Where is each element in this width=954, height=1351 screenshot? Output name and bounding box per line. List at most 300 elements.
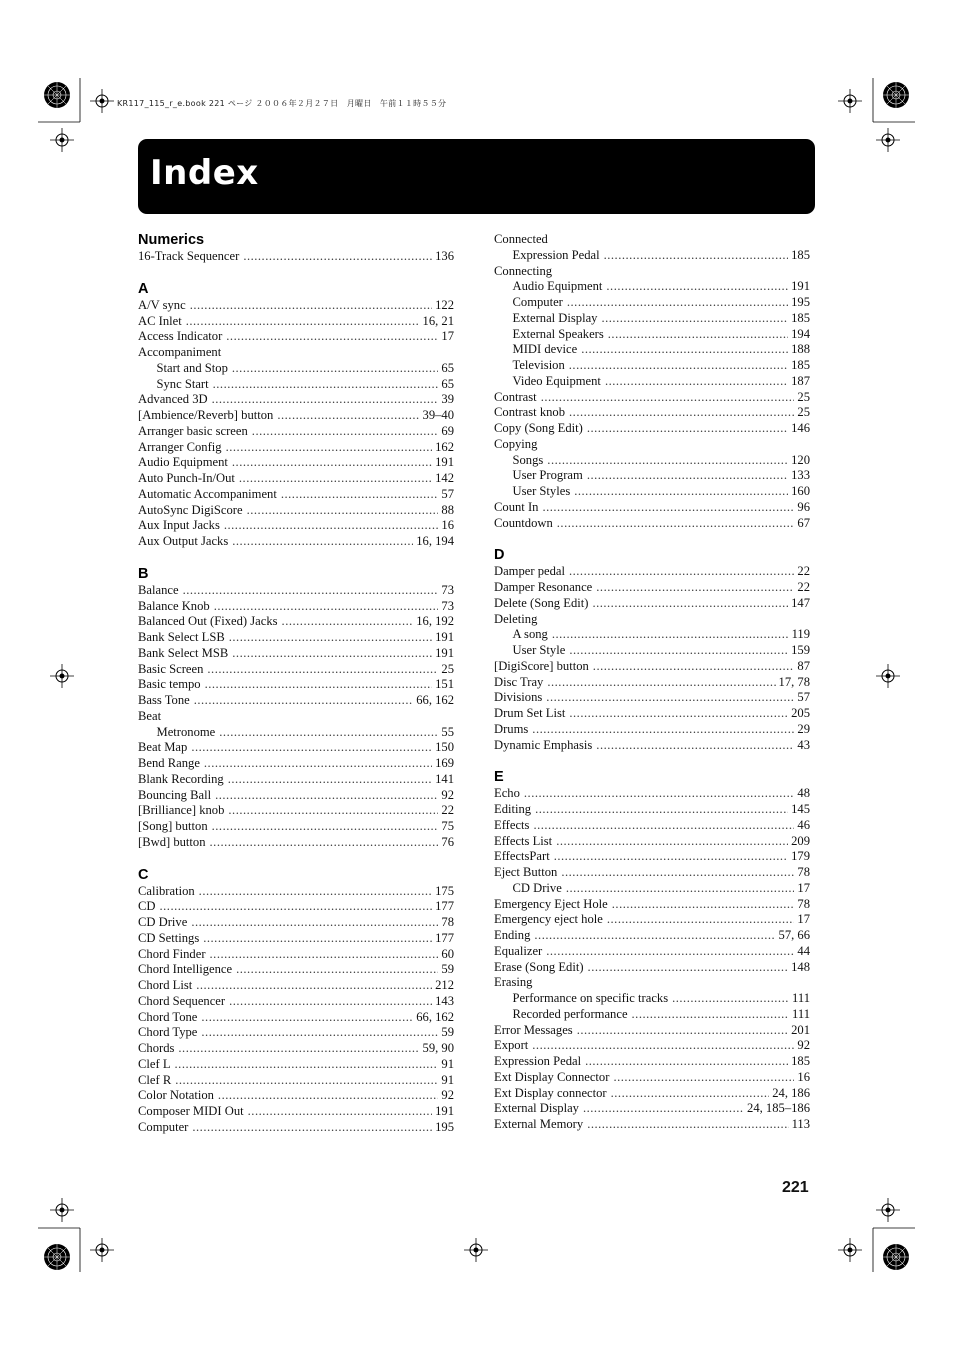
index-page-ref: 212 <box>435 978 454 992</box>
index-term: External Display <box>494 1101 579 1116</box>
index-term: Aux Output Jacks <box>138 534 229 548</box>
index-term: Bank Select LSB <box>138 630 225 644</box>
index-term: Chord Type <box>138 1025 198 1040</box>
dot-leader <box>587 421 788 437</box>
index-term: Ending <box>494 928 531 942</box>
index-term: Divisions <box>494 690 543 705</box>
section-heading: D <box>494 547 505 564</box>
dot-leader <box>569 405 794 421</box>
index-page-ref: 16, 192 <box>416 614 454 629</box>
index-term: Balance Knob <box>138 598 210 613</box>
dot-leader <box>190 298 432 314</box>
dot-leader <box>183 583 439 599</box>
page-title: Index <box>150 153 259 193</box>
index-entry <box>494 865 810 881</box>
index-term: Emergency eject hole <box>494 912 603 927</box>
index-page-ref: 143 <box>435 993 454 1008</box>
dot-leader <box>226 440 433 456</box>
index-term: Auto Punch-In/Out <box>138 471 235 485</box>
dot-leader <box>607 912 795 928</box>
index-page-ref: 92 <box>441 787 454 802</box>
index-page-ref: 16 <box>797 1069 810 1084</box>
index-entry <box>138 503 454 519</box>
index-page-ref: 145 <box>791 802 810 816</box>
index-term: Copying <box>494 436 538 451</box>
index-entry <box>494 928 810 944</box>
index-page-ref: 39 <box>441 392 454 407</box>
index-page-ref: 46 <box>797 817 810 832</box>
index-term: Chord Tone <box>138 1009 198 1024</box>
dot-leader <box>524 786 795 802</box>
index-page-ref: 57, 66 <box>778 928 810 942</box>
index-term: Bank Select MSB <box>138 645 229 660</box>
dot-leader <box>219 725 438 741</box>
index-entry <box>138 740 454 756</box>
index-entry <box>138 408 454 424</box>
index-page-ref: 75 <box>441 819 454 833</box>
dot-leader <box>248 1104 432 1120</box>
index-term: [Ambience/Reverb] button <box>138 408 274 422</box>
index-entry <box>138 377 454 393</box>
index-term: Echo <box>494 786 520 801</box>
index-entry <box>494 1070 810 1086</box>
index-term: Beat <box>138 708 162 723</box>
index-term: Export <box>494 1038 529 1053</box>
index-entry <box>138 646 454 662</box>
index-term: Arranger Config <box>138 439 222 454</box>
index-page-ref: 195 <box>791 295 810 309</box>
index-term: Clef L <box>138 1056 171 1071</box>
index-page-ref: 187 <box>791 373 810 388</box>
index-entry <box>138 709 454 725</box>
index-entry <box>138 361 454 377</box>
dot-leader <box>236 962 438 978</box>
dot-leader <box>212 392 439 408</box>
index-term: CD <box>138 899 156 914</box>
index-page-ref: 169 <box>435 756 454 770</box>
dot-leader <box>585 1054 788 1070</box>
index-term: Start and Stop <box>156 360 228 375</box>
index-term: Contrast <box>494 389 537 404</box>
index-entry <box>494 738 810 754</box>
index-entry <box>138 583 454 599</box>
index-page-ref: 147 <box>791 595 810 610</box>
index-page-ref: 24, 186 <box>772 1085 810 1100</box>
dot-leader <box>606 279 788 295</box>
dot-leader <box>532 722 794 738</box>
index-term: A/V sync <box>138 297 186 312</box>
index-entry <box>494 991 810 1007</box>
index-entry <box>138 788 454 804</box>
index-entry <box>494 944 810 960</box>
index-entry <box>138 392 454 408</box>
index-page-ref: 185 <box>791 310 810 325</box>
index-page-ref: 16, 21 <box>422 313 454 328</box>
dot-leader <box>592 596 788 612</box>
dot-leader <box>672 991 789 1007</box>
index-page-ref: 136 <box>435 249 454 263</box>
index-entry <box>494 1101 810 1117</box>
dot-leader <box>583 1101 744 1117</box>
index-entry <box>494 564 810 580</box>
index-column-right <box>494 232 810 1133</box>
index-page-ref: 65 <box>441 360 454 375</box>
index-entry <box>494 453 810 469</box>
dot-leader <box>228 803 438 819</box>
index-page-ref: 65 <box>441 376 454 391</box>
index-term: Erasing <box>494 975 533 990</box>
index-page-ref: 122 <box>435 297 454 312</box>
dot-leader <box>604 248 789 264</box>
index-term: User Program <box>512 468 583 483</box>
dot-leader <box>547 675 775 691</box>
index-entry <box>138 1041 454 1057</box>
index-page-ref: 44 <box>797 943 810 958</box>
index-entry <box>138 471 454 487</box>
index-entry <box>138 518 454 534</box>
index-page-ref: 78 <box>797 865 810 879</box>
dot-leader <box>533 818 794 834</box>
index-entry <box>138 455 454 471</box>
dot-leader <box>212 819 439 835</box>
index-page-ref: 201 <box>791 1022 810 1037</box>
index-entry <box>138 803 454 819</box>
section-gap <box>138 851 454 867</box>
index-term: CD Drive <box>138 915 188 929</box>
index-entry <box>494 706 810 722</box>
index-term: External Speakers <box>512 326 604 341</box>
dot-leader <box>534 928 775 944</box>
index-page-ref: 91 <box>441 1072 454 1087</box>
index-page-ref: 185 <box>791 1054 810 1068</box>
index-page-ref: 25 <box>441 661 454 676</box>
section-gap <box>494 753 810 769</box>
dot-leader <box>194 693 414 709</box>
index-page-ref: 195 <box>435 1119 454 1134</box>
index-term: Video Equipment <box>512 373 601 388</box>
dot-leader <box>224 518 439 534</box>
index-entry <box>494 580 810 596</box>
dot-leader <box>587 1117 788 1133</box>
dot-leader <box>252 424 439 440</box>
dot-leader <box>569 706 788 722</box>
index-term: Emergency Eject Hole <box>494 896 608 911</box>
index-term: Computer <box>138 1119 189 1134</box>
index-page-ref: 39–40 <box>422 408 454 422</box>
dot-leader <box>596 738 794 754</box>
dot-leader <box>601 311 788 327</box>
dot-leader <box>201 1010 413 1026</box>
index-term: Editing <box>494 802 532 816</box>
index-page-ref: 91 <box>441 1056 454 1071</box>
section-heading: A <box>138 280 149 297</box>
index-page-ref: 43 <box>797 737 810 752</box>
index-term: Automatic Accompaniment <box>138 486 277 501</box>
index-page-ref: 69 <box>441 423 454 438</box>
dot-leader <box>207 662 438 678</box>
index-entry <box>494 342 810 358</box>
dot-leader <box>281 487 439 503</box>
index-page-ref: 25 <box>797 389 810 404</box>
index-page-ref: 59, 90 <box>422 1041 454 1055</box>
dot-leader <box>201 1025 438 1041</box>
index-page-ref: 22 <box>797 564 810 579</box>
dot-leader <box>593 659 795 675</box>
index-entry <box>494 612 810 628</box>
index-term: External Memory <box>494 1117 584 1131</box>
index-page-ref: 17, 78 <box>778 674 810 689</box>
index-entry <box>494 437 810 453</box>
index-term: Effects List <box>494 833 553 848</box>
dot-leader <box>596 580 794 596</box>
index-entry <box>138 614 454 630</box>
index-entry <box>494 722 810 738</box>
index-page-ref: 48 <box>797 786 810 801</box>
index-term: External Display <box>512 310 598 325</box>
index-page-ref: 66, 162 <box>416 693 454 707</box>
index-term: Delete (Song Edit) <box>494 595 589 610</box>
index-page-ref: 150 <box>435 740 454 755</box>
dot-leader <box>535 802 788 818</box>
index-page-ref: 17 <box>441 329 454 344</box>
index-entry <box>494 675 810 691</box>
index-page-ref: 22 <box>441 803 454 818</box>
dot-leader <box>632 1007 790 1023</box>
index-term: Chords <box>138 1041 175 1055</box>
dot-leader <box>191 915 438 931</box>
index-page-ref: 111 <box>792 1006 810 1021</box>
index-term: Calibration <box>138 883 195 898</box>
index-entry <box>494 358 810 374</box>
index-page-ref: 148 <box>791 959 810 974</box>
index-page-ref: 92 <box>797 1038 810 1053</box>
index-term: CD Drive <box>512 880 562 895</box>
dot-leader <box>569 358 788 374</box>
index-page-ref: 60 <box>441 946 454 961</box>
index-page-ref: 57 <box>797 690 810 705</box>
index-page-ref: 191 <box>435 630 454 644</box>
dot-leader <box>191 740 432 756</box>
dot-leader <box>612 897 795 913</box>
section-heading: B <box>138 565 149 582</box>
dot-leader <box>243 249 432 265</box>
index-term: Basic Screen <box>138 661 204 676</box>
index-entry <box>138 677 454 693</box>
index-entry <box>494 786 810 802</box>
index-entry <box>138 978 454 994</box>
section-heading: E <box>494 769 504 786</box>
dot-leader <box>229 630 432 646</box>
index-entry <box>494 279 810 295</box>
index-entry <box>138 931 454 947</box>
index-term: Recorded performance <box>512 1006 628 1021</box>
index-term: Disc Tray <box>494 674 544 689</box>
index-entry <box>138 884 454 900</box>
dot-leader <box>541 390 795 406</box>
index-page-ref: 76 <box>441 834 454 849</box>
index-term: Aux Input Jacks <box>138 518 220 533</box>
dot-leader <box>611 1086 770 1102</box>
section-gap <box>138 265 454 281</box>
index-term: Bend Range <box>138 756 200 770</box>
dot-leader <box>199 884 432 900</box>
index-page-ref: 205 <box>791 706 810 720</box>
index-term: Drums <box>494 721 529 736</box>
index-page-ref: 151 <box>435 677 454 692</box>
dot-leader <box>605 374 788 390</box>
index-page-ref: 67 <box>797 515 810 530</box>
index-term: Arranger basic screen <box>138 423 248 438</box>
index-term: User Style <box>512 643 566 657</box>
index-term: Drum Set List <box>494 706 566 720</box>
index-entry <box>494 881 810 897</box>
index-page-ref: 111 <box>792 991 810 1005</box>
index-entry <box>138 424 454 440</box>
index-term: Balance <box>138 582 179 597</box>
dot-leader <box>203 931 432 947</box>
page-number: 221 <box>782 1179 809 1196</box>
dot-leader <box>577 1023 788 1039</box>
dot-leader <box>556 834 788 850</box>
index-page-ref: 119 <box>791 627 810 642</box>
section-heading: C <box>138 866 149 883</box>
dot-leader <box>542 500 794 516</box>
index-entry <box>138 835 454 851</box>
index-entry <box>494 327 810 343</box>
dot-leader <box>204 756 432 772</box>
dot-leader <box>192 1120 432 1136</box>
index-page-ref: 17 <box>797 912 810 927</box>
index-term: Accompaniment <box>138 345 222 359</box>
index-entry <box>494 975 810 991</box>
index-entry <box>138 962 454 978</box>
index-term: Error Messages <box>494 1022 573 1037</box>
index-page-ref: 16, 194 <box>416 534 454 548</box>
index-term: [Bwd] button <box>138 834 206 849</box>
index-entry <box>138 298 454 314</box>
index-term: Eject Button <box>494 865 558 879</box>
index-entry <box>138 1088 454 1104</box>
index-page-ref: 177 <box>435 930 454 945</box>
index-entry <box>494 484 810 500</box>
index-page-ref: 24, 185–186 <box>747 1101 810 1116</box>
index-page-ref: 185 <box>791 247 810 262</box>
dot-leader <box>175 1057 439 1073</box>
index-page-ref: 92 <box>441 1088 454 1103</box>
index-term: Count In <box>494 499 539 514</box>
dot-leader <box>547 453 788 469</box>
index-entry <box>138 345 454 361</box>
index-term: Equalizer <box>494 943 543 958</box>
index-term: Damper pedal <box>494 564 565 579</box>
index-entry <box>138 899 454 915</box>
index-page-ref: 66, 162 <box>416 1009 454 1024</box>
index-entry <box>138 329 454 345</box>
index-entry <box>494 1038 810 1054</box>
index-term: Bouncing Ball <box>138 787 212 802</box>
index-term: Damper Resonance <box>494 580 593 594</box>
index-term: Copy (Song Edit) <box>494 421 583 435</box>
index-entry <box>494 834 810 850</box>
dot-leader <box>552 627 789 643</box>
dot-leader <box>277 408 419 424</box>
index-term: Blank Recording <box>138 771 224 786</box>
dot-leader <box>282 614 414 630</box>
index-term: 16-Track Sequencer <box>138 249 240 263</box>
index-entry <box>494 960 810 976</box>
dot-leader <box>160 899 433 915</box>
index-term: Metronome <box>156 724 216 739</box>
index-entry <box>138 725 454 741</box>
dot-leader <box>226 329 438 345</box>
index-entry <box>494 500 810 516</box>
index-page-ref: 73 <box>441 598 454 613</box>
dot-leader <box>561 865 794 881</box>
dot-leader <box>228 772 432 788</box>
index-page-ref: 162 <box>435 439 454 454</box>
index-entry <box>494 390 810 406</box>
index-entry <box>494 1007 810 1023</box>
index-entry <box>138 947 454 963</box>
index-entry <box>494 248 810 264</box>
dot-leader <box>196 978 432 994</box>
index-entry <box>494 802 810 818</box>
index-entry <box>494 516 810 532</box>
index-page-ref: 87 <box>797 658 810 673</box>
dot-leader <box>218 1088 438 1104</box>
index-term: Clef R <box>138 1072 172 1087</box>
index-term: Expression Pedal <box>494 1054 582 1068</box>
index-page-ref: 55 <box>441 724 454 739</box>
dot-leader <box>178 1041 419 1057</box>
index-page-ref: 120 <box>791 452 810 467</box>
index-entry <box>494 1054 810 1070</box>
dot-leader <box>205 677 433 693</box>
index-term: Effects <box>494 817 530 832</box>
index-page-ref: 73 <box>441 582 454 597</box>
index-entry <box>138 819 454 835</box>
index-entry <box>494 468 810 484</box>
dot-leader <box>532 1038 794 1054</box>
index-entry <box>494 1023 810 1039</box>
dot-leader <box>247 503 439 519</box>
index-term: Performance on specific tracks <box>512 991 669 1005</box>
index-term: MIDI device <box>512 342 578 357</box>
index-entry <box>494 659 810 675</box>
index-entry <box>138 1025 454 1041</box>
section-gap <box>138 550 454 566</box>
index-entry <box>138 915 454 931</box>
index-entry <box>494 264 810 280</box>
index-page-ref: 142 <box>435 471 454 485</box>
index-entry <box>138 440 454 456</box>
dot-leader <box>569 564 794 580</box>
index-entry <box>138 693 454 709</box>
index-term: Ext Display Connector <box>494 1069 610 1084</box>
dot-leader <box>608 327 788 343</box>
index-entry <box>494 374 810 390</box>
index-page-ref: 88 <box>441 502 454 517</box>
index-term: Connecting <box>494 263 553 278</box>
index-page-ref: 191 <box>791 279 810 294</box>
index-term: [DigiScore] button <box>494 658 589 673</box>
index-term: Basic tempo <box>138 677 201 692</box>
dot-leader <box>554 849 788 865</box>
index-term: Contrast knob <box>494 405 566 420</box>
index-page-ref: 191 <box>435 1104 454 1118</box>
dot-leader <box>574 484 788 500</box>
index-column-left <box>138 232 454 1136</box>
